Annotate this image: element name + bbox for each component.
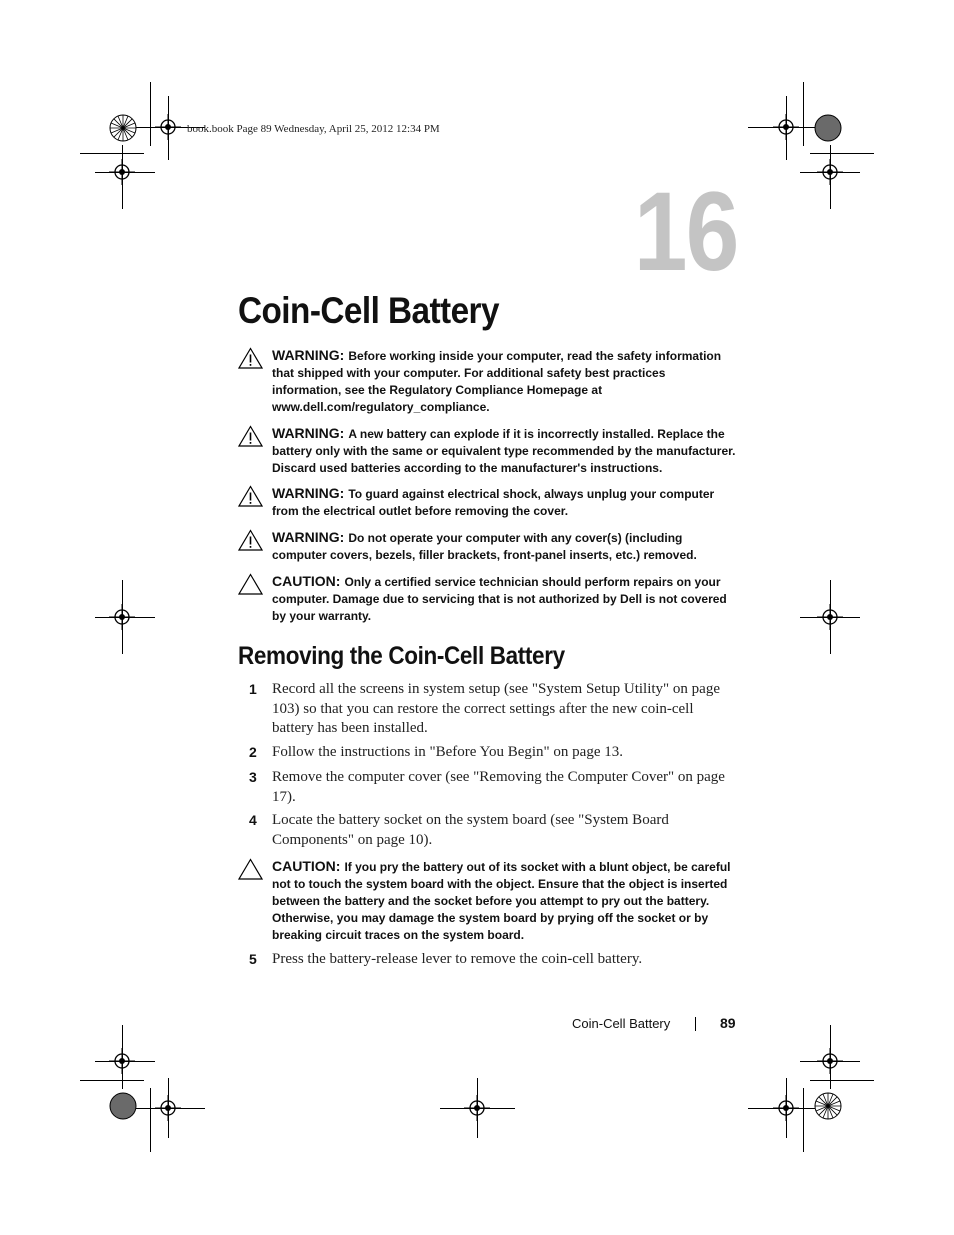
notice-label: WARNING: xyxy=(272,347,345,363)
footer-chapter-label: Coin-Cell Battery xyxy=(572,1016,671,1031)
caution-triangle-icon xyxy=(238,858,263,880)
registration-target-icon xyxy=(817,604,843,630)
registration-target-icon xyxy=(817,1048,843,1074)
list-item xyxy=(238,950,738,970)
list-item xyxy=(238,811,738,850)
caution-notice xyxy=(238,573,738,625)
notice-label: WARNING: xyxy=(272,485,345,501)
registration-target-icon xyxy=(109,159,135,185)
section-heading: Removing the Coin-Cell Battery xyxy=(238,642,565,670)
step-text: Follow the instructions in "Before You Begin" on page 13. xyxy=(272,744,623,760)
list-item xyxy=(238,680,738,739)
registration-target-icon xyxy=(464,1095,490,1121)
registration-target-icon xyxy=(817,159,843,185)
warning-triangle-icon xyxy=(238,529,263,551)
warning-triangle-icon xyxy=(238,485,263,507)
list-item xyxy=(238,743,738,763)
step-text: Press the battery-release lever to remove the coin-cell battery. xyxy=(272,951,643,967)
caution-notice xyxy=(238,858,738,944)
notice-label: CAUTION: xyxy=(272,858,341,874)
warning-triangle-icon xyxy=(238,425,263,447)
step-number: 2 xyxy=(249,744,257,760)
page-title: Coin-Cell Battery xyxy=(238,290,499,331)
step-number: 5 xyxy=(249,951,257,967)
warning-notice xyxy=(238,347,738,416)
notice-body: Do not operate your computer with any cover(s) (including computer covers, bezels, filler brackets, front-panel inserts, etc.) removed. xyxy=(272,531,697,562)
step-number: 4 xyxy=(249,812,257,828)
registration-target-icon xyxy=(773,1095,799,1121)
notice-label: CAUTION: xyxy=(272,573,341,589)
notice-body: Before working inside your computer, read the safety information that shipped with your computer. For additional safety best practices information, see the Regulatory Compliance Homepage at www.dell.com/regulatory_compliance. xyxy=(272,349,722,414)
step-text: Record all the screens in system setup (see "System Setup Utility" on page 103) so that you can restore the correct settings after the new coin-cell battery has been installed. xyxy=(272,681,720,736)
notice-body: A new battery can explode if it is incorrectly installed. Replace the battery only with the same or equivalent type recommended by the manufacturer. Discard used batteries according to the manufacturer's instructions. xyxy=(272,427,736,475)
starburst-mark-icon xyxy=(814,1092,842,1120)
registration-target-icon xyxy=(155,1095,181,1121)
notice-body: Only a certified service technician should perform repairs on your computer. Damage due to servicing that is not authorized by Dell is not covered by your warranty. xyxy=(272,575,727,623)
starburst-mark-icon xyxy=(109,114,137,142)
step-text: Remove the computer cover (see "Removing the Computer Cover" on page 17). xyxy=(272,769,725,805)
notice-body: If you pry the battery out of its socket with a blunt object, be careful not to touch the system board with the object. Ensure that the object is inserted between the battery and the socket before you attempt to pry out the battery. Otherwise, you may damage the system board by prying off the socket or by breaking circuit traces on the system board. xyxy=(272,860,731,942)
step-number: 1 xyxy=(249,681,257,697)
notice-label: WARNING: xyxy=(272,529,345,545)
step-number: 3 xyxy=(249,769,257,785)
page-number: 89 xyxy=(720,1015,736,1031)
print-slug: book.book Page 89 Wednesday, April 25, 2012 12:34 PM xyxy=(187,123,440,135)
warning-notice xyxy=(238,485,738,520)
notice-label: WARNING: xyxy=(272,425,345,441)
list-item xyxy=(238,768,738,807)
registration-target-icon xyxy=(155,114,181,140)
registration-target-icon xyxy=(109,1048,135,1074)
footer-divider xyxy=(695,1017,696,1031)
caution-triangle-icon xyxy=(238,573,263,595)
notice-body: To guard against electrical shock, always unplug your computer from the electrical outlet before removing the cover. xyxy=(272,487,715,518)
registration-target-icon xyxy=(773,114,799,140)
registration-target-icon xyxy=(109,604,135,630)
step-text: Locate the battery socket on the system board (see "System Board Components" on page 10). xyxy=(272,812,669,848)
warning-triangle-icon xyxy=(238,347,263,369)
warning-notice xyxy=(238,425,738,477)
grey-dot-mark-icon xyxy=(109,1092,137,1120)
warning-notice xyxy=(238,529,738,564)
chapter-number: 16 xyxy=(634,169,738,294)
grey-dot-mark-icon xyxy=(814,114,842,142)
